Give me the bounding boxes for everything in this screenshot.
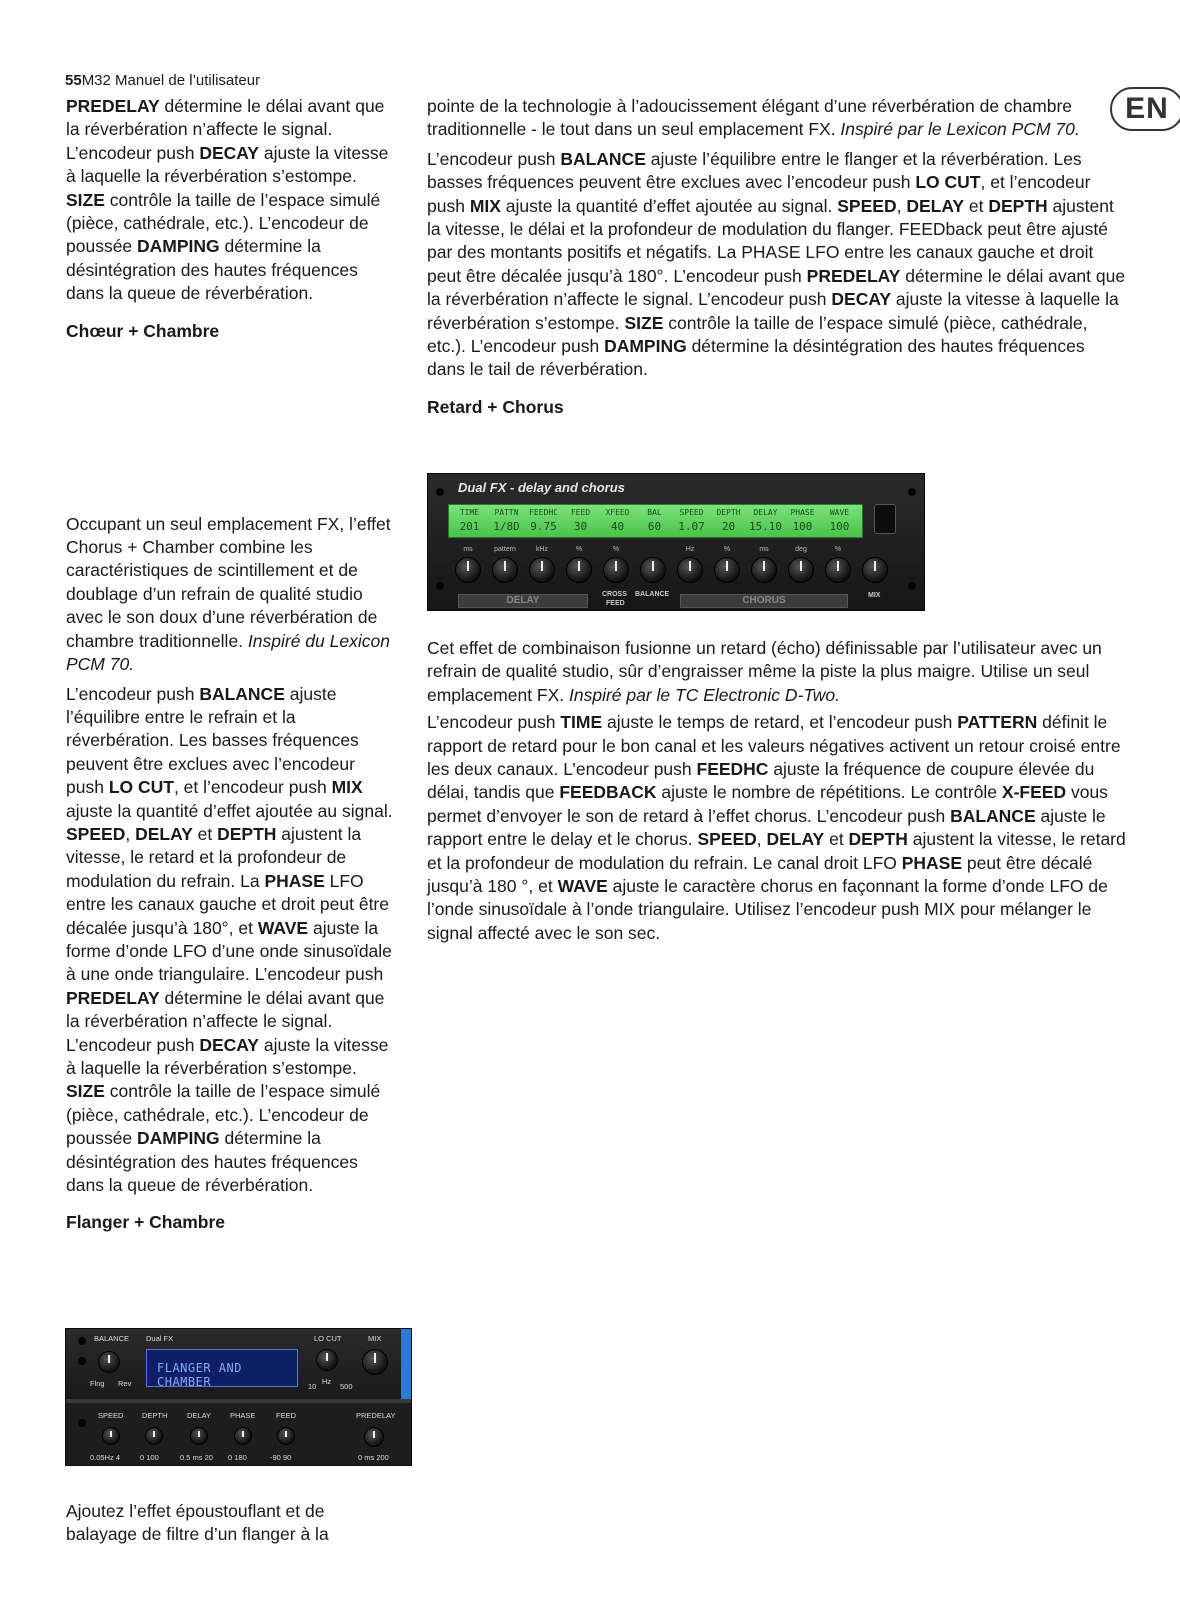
display-cell bbox=[784, 507, 821, 535]
effect-display bbox=[146, 1349, 298, 1387]
cell-name: BAL bbox=[647, 508, 662, 517]
term: WAVE bbox=[557, 876, 608, 897]
balance-knob[interactable] bbox=[640, 557, 666, 583]
cell-value: 15.10 bbox=[748, 520, 783, 533]
text: L’encodeur push bbox=[427, 712, 561, 733]
unit-label: kHz bbox=[535, 546, 549, 553]
feed-knob[interactable] bbox=[277, 1427, 295, 1445]
unit-label: deg bbox=[795, 546, 807, 553]
paragraph-flanger-continued bbox=[427, 95, 1127, 142]
paragraph-chorus-intro bbox=[66, 513, 396, 677]
delay-section-bar: DELAY bbox=[458, 594, 588, 608]
text: , bbox=[896, 195, 907, 216]
cell-value: 1.07 bbox=[678, 520, 705, 533]
term: LO CUT bbox=[915, 172, 981, 193]
term: DAMPING bbox=[137, 236, 220, 257]
feed-range: -90 90 bbox=[270, 1453, 292, 1462]
cell-value: 100 bbox=[829, 520, 850, 533]
term: PHASE bbox=[901, 852, 963, 873]
text: ajuste la fréquence de coupure élevée du délai, tandis que bbox=[427, 759, 1095, 803]
inspired-by: Inspiré par le TC Electronic D-Two. bbox=[569, 684, 841, 705]
paragraph-chorus-controls bbox=[66, 683, 396, 1198]
mix-label: MIX bbox=[868, 592, 881, 599]
term: SIZE bbox=[624, 312, 664, 333]
text: ajuste l’équilibre entre le refrain et la réverbération. Les basses fréquences peuvent être exclues avec l’encodeur push bbox=[66, 683, 359, 798]
effect-name: FLANGER AND CHAMBER bbox=[157, 1361, 242, 1389]
paragraph-delay-chorus-intro bbox=[427, 637, 1127, 707]
reverb-label: Rev bbox=[118, 1379, 132, 1388]
unit-label: % bbox=[575, 546, 583, 553]
display-button[interactable] bbox=[874, 504, 896, 534]
heading-chorus-chamber: Chœur + Chambre bbox=[66, 320, 220, 341]
delay-chorus-text bbox=[427, 637, 1127, 945]
term: DECAY bbox=[199, 142, 259, 163]
cell-value: 201 bbox=[459, 520, 480, 533]
text: définit le rapport de retard pour le bon canal et les valeurs négatives activent un retour croisé entre les deux canaux. L’encodeur push bbox=[427, 712, 1121, 780]
cross-label: CROSS bbox=[602, 591, 627, 598]
text: détermine la désintégration des hautes fréquences dans le tail de réverbération. bbox=[427, 336, 1085, 380]
term: MIX bbox=[469, 195, 501, 216]
text: , et l’encodeur push bbox=[173, 777, 332, 798]
screw-icon bbox=[908, 488, 916, 496]
cell-value: 40 bbox=[610, 520, 625, 533]
xfeed-knob[interactable] bbox=[603, 557, 629, 583]
depth-knob[interactable] bbox=[714, 557, 740, 583]
term: LO CUT bbox=[108, 777, 174, 798]
term: SPEED bbox=[697, 829, 757, 850]
screw-icon bbox=[78, 1419, 86, 1427]
screw-icon bbox=[436, 488, 444, 496]
feed-label: FEED bbox=[606, 600, 625, 607]
inspired-by: Inspiré par le Lexicon PCM 70. bbox=[840, 119, 1080, 140]
mix-knob[interactable] bbox=[862, 557, 888, 583]
text: détermine la désintégration des hautes fréquences dans la queue de réverbération. bbox=[66, 1128, 358, 1196]
feed-knob[interactable] bbox=[566, 557, 592, 583]
text: peut être décalé jusqu’à 180 °, et bbox=[427, 852, 1093, 897]
text: Cet effet de combinaison fusionne un retard (écho) définissable par l’utilisateur avec un refrain de qualité studio, sûr d’engraisser même la piste la plus maigre. Utilise un seul emplacement FX. bbox=[427, 638, 1102, 705]
term: DELAY bbox=[906, 195, 965, 216]
heading-flanger-chamber: Flanger + Chambre bbox=[66, 1212, 226, 1233]
text: ajuste le temps de retard, et l’encodeur push bbox=[602, 712, 958, 733]
screw-icon bbox=[908, 582, 916, 590]
text: , bbox=[756, 829, 767, 850]
cell-name: PATTN bbox=[494, 508, 519, 517]
display-cell bbox=[525, 507, 562, 535]
term: DELAY bbox=[766, 829, 825, 850]
term: DELAY bbox=[135, 823, 193, 844]
language-badge: EN bbox=[1110, 87, 1180, 131]
term: PREDELAY bbox=[66, 987, 160, 1008]
depth-label: DEPTH bbox=[142, 1411, 168, 1420]
term: TIME bbox=[560, 712, 603, 733]
cell-name: DELAY bbox=[753, 508, 778, 517]
term: SIZE bbox=[66, 1081, 105, 1102]
cell-value: 30 bbox=[573, 520, 588, 533]
unit-label: % bbox=[612, 546, 620, 553]
display-cell bbox=[451, 507, 488, 535]
paragraph-flanger-controls bbox=[427, 148, 1127, 382]
lo-cut-knob[interactable] bbox=[316, 1349, 338, 1371]
term: MIX bbox=[331, 777, 363, 798]
unit-label: % bbox=[834, 546, 842, 553]
flanger-label: Flng bbox=[90, 1379, 105, 1388]
text: , bbox=[125, 823, 136, 844]
text: ajuste le nombre de répétitions. Le contrôle bbox=[656, 782, 1002, 803]
term: BALANCE bbox=[950, 805, 1036, 826]
delay-knob[interactable] bbox=[190, 1427, 208, 1445]
predelay-range: 0 ms 200 bbox=[358, 1453, 389, 1462]
display-cell bbox=[747, 507, 784, 535]
cell-value: 20 bbox=[721, 520, 736, 533]
cell-name: XFEED bbox=[605, 508, 630, 517]
heading-delay-chorus: Retard + Chorus bbox=[427, 396, 564, 417]
cell-value: 9.75 bbox=[530, 520, 557, 533]
unit-label: ms bbox=[759, 546, 769, 553]
term: FEEDBACK bbox=[559, 782, 657, 803]
text: ajustent la vitesse, le retard et la profondeur de modulation du refrain. Le canal droit LFO bbox=[427, 829, 1126, 873]
text: ajustent la vitesse, le retard et la profondeur de modulation du refrain. La bbox=[66, 823, 362, 891]
term: WAVE bbox=[257, 917, 309, 938]
paragraph-delay-chorus-controls bbox=[427, 711, 1127, 945]
feedhc-knob[interactable] bbox=[529, 557, 555, 583]
lo-cut-min: 10 bbox=[308, 1382, 317, 1391]
pattern-knob[interactable] bbox=[492, 557, 518, 583]
text: ajuste la vitesse à laquelle la réverbération s’estompe. bbox=[427, 289, 1119, 333]
term: SPEED bbox=[837, 195, 897, 216]
display-cell bbox=[821, 507, 858, 535]
term: FEEDHC bbox=[696, 759, 769, 780]
term: PREDELAY bbox=[66, 96, 160, 116]
text: pointe de la technologie à l’adoucissement élégant d’une réverbération de chambre traditionnelle - le tout dans un seul emplacement FX. bbox=[427, 96, 1073, 140]
cell-name: PHASE bbox=[790, 508, 815, 517]
term: DEPTH bbox=[217, 823, 277, 844]
text: L’encodeur push bbox=[66, 683, 200, 704]
text: détermine le délai avant que la réverbération n’affecte le signal. L’encodeur push bbox=[66, 96, 385, 163]
term: DEPTH bbox=[848, 829, 908, 850]
speed-knob[interactable] bbox=[102, 1427, 120, 1445]
term: SPEED bbox=[66, 823, 126, 844]
manual-title: M32 Manuel de l’utilisateur bbox=[81, 72, 261, 89]
text: contrôle la taille de l’espace simulé (pièce, cathédrale, etc.). L’encodeur de poussée bbox=[66, 1081, 381, 1149]
depth-knob[interactable] bbox=[145, 1427, 163, 1445]
term: BALANCE bbox=[560, 148, 646, 169]
text: vous permet d’envoyer le son de retard à l’effet chorus. L’encodeur push bbox=[427, 782, 1108, 826]
time-knob[interactable] bbox=[455, 557, 481, 583]
phase-label: PHASE bbox=[230, 1411, 256, 1420]
unit-label: pattern bbox=[494, 546, 516, 553]
unit-label: ms bbox=[463, 546, 473, 553]
lo-cut-unit: Hz bbox=[322, 1377, 332, 1386]
mix-label: MIX bbox=[368, 1334, 382, 1343]
dual-fx-label: Dual FX bbox=[146, 1334, 174, 1343]
text: ajuste l’équilibre entre le flanger et la réverbération. Les basses fréquences peuvent être exclues avec l’encodeur push bbox=[427, 148, 1082, 193]
term: DECAY bbox=[831, 289, 892, 310]
flanger-chamber-panel bbox=[65, 1328, 412, 1466]
text: L’encodeur push bbox=[427, 148, 561, 169]
balance-label: BALANCE bbox=[635, 591, 670, 598]
balance-label: BALANCE bbox=[94, 1334, 130, 1343]
display-cell bbox=[562, 507, 599, 535]
term: PATTERN bbox=[957, 712, 1038, 733]
text: ajuste la forme d’onde LFO d’une onde sinusoïdale à une onde triangulaire. L’encodeur push bbox=[66, 917, 392, 985]
inspired-by: Inspiré du Lexicon PCM 70. bbox=[66, 630, 390, 675]
cell-value: 60 bbox=[647, 520, 662, 533]
text: ajuste la vitesse à laquelle la réverbération s’estompe. bbox=[66, 142, 389, 187]
text: ajuste la quantité d’effet ajoutée au signal. bbox=[66, 800, 393, 821]
phase-range: 0 180 bbox=[228, 1453, 247, 1462]
panel-accent-stripe bbox=[401, 1329, 411, 1399]
delay-chorus-panel bbox=[427, 473, 925, 611]
text: ajuste le caractère chorus en façonnant la forme d’onde LFO de l’onde sinusoïdale à l’onde triangulaire. Utilisez l’encodeur push MIX pour mélanger le signal affecté avec le son sec. bbox=[427, 876, 1108, 943]
text: ajuste la vitesse à laquelle la réverbération s’estompe. bbox=[66, 1034, 389, 1078]
unit-label: % bbox=[723, 546, 731, 553]
term: DAMPING bbox=[604, 336, 687, 357]
delay-range: 0.5 ms 20 bbox=[180, 1453, 213, 1462]
display-cell bbox=[710, 507, 747, 535]
lo-cut-label: LO CUT bbox=[314, 1334, 342, 1343]
text: détermine le délai avant que la réverbération n’affecte le signal. L’encodeur push bbox=[427, 265, 1126, 310]
text: contrôle la taille de l’espace simulé (pièce, cathédrale, etc.). L’encodeur de poussée bbox=[66, 189, 381, 257]
text: contrôle la taille de l’espace simulé (pièce, cathédrale, etc.). L’encodeur push bbox=[427, 312, 1088, 357]
paragraph-flanger-intro: Ajoutez l’effet époustouflant et de balayage de filtre d’un flanger à la bbox=[66, 1501, 329, 1545]
term: BALANCE bbox=[199, 683, 285, 704]
cell-value: 100 bbox=[792, 520, 813, 533]
screw-icon bbox=[78, 1337, 86, 1345]
term: DEPTH bbox=[988, 195, 1048, 216]
parameter-display bbox=[448, 504, 863, 538]
speed-label: SPEED bbox=[98, 1411, 124, 1420]
term: SIZE bbox=[66, 189, 105, 210]
term: PHASE bbox=[264, 870, 325, 891]
term: DAMPING bbox=[137, 1128, 220, 1149]
page-header bbox=[65, 72, 260, 89]
delay-knob[interactable] bbox=[751, 557, 777, 583]
text: et bbox=[192, 823, 218, 844]
text: ajuste la quantité d’effet ajoutée au signal. bbox=[500, 195, 838, 216]
display-cell bbox=[636, 507, 673, 535]
term: DECAY bbox=[199, 1034, 259, 1055]
text: , et l’encodeur push bbox=[427, 172, 1091, 216]
right-column bbox=[427, 95, 1127, 419]
display-cell bbox=[599, 507, 636, 535]
text: détermine le délai avant que la réverbération n’affecte le signal. L’encodeur push bbox=[66, 987, 385, 1055]
panel-title: Dual FX - delay and chorus bbox=[458, 480, 625, 495]
speed-knob[interactable] bbox=[677, 557, 703, 583]
delay-label: DELAY bbox=[187, 1411, 212, 1420]
lo-cut-max: 500 bbox=[340, 1382, 353, 1391]
paragraph-predelay-intro bbox=[66, 95, 396, 306]
cell-name: FEEDHC bbox=[529, 508, 558, 517]
display-cell bbox=[673, 507, 710, 535]
cell-name: TIME bbox=[459, 508, 480, 517]
mix-knob[interactable] bbox=[362, 1349, 388, 1375]
text: ajuste le rapport entre le delay et le chorus. bbox=[427, 805, 1106, 850]
predelay-label: PREDELAY bbox=[356, 1411, 396, 1420]
cell-name: SPEED bbox=[679, 508, 704, 517]
text: LFO entre les canaux gauche et droit peut être décalée jusqu’à 180°, et bbox=[66, 870, 389, 938]
chorus-section-bar: CHORUS bbox=[680, 594, 848, 608]
depth-range: 0 100 bbox=[140, 1453, 159, 1462]
text: Occupant un seul emplacement FX, l’effet Chorus + Chamber combine les caractéristiques de scintillement et de doublage d’un refrain de qualité studio avec le son doux d’une réverbération de chambre traditionnelle. bbox=[66, 513, 391, 651]
phase-knob[interactable] bbox=[234, 1427, 252, 1445]
balance-knob[interactable] bbox=[98, 1351, 120, 1373]
panel-divider bbox=[66, 1399, 412, 1403]
feed-label: FEED bbox=[276, 1411, 297, 1420]
wave-knob[interactable] bbox=[825, 557, 851, 583]
cell-name: WAVE bbox=[829, 508, 850, 517]
screw-icon bbox=[436, 582, 444, 590]
speed-range: 0.05Hz 4 bbox=[90, 1453, 121, 1462]
page-number: 55 bbox=[65, 72, 82, 89]
term: X-FEED bbox=[1001, 782, 1067, 803]
cell-value: 1/8D bbox=[493, 520, 520, 533]
predelay-knob[interactable] bbox=[364, 1427, 384, 1447]
text: et bbox=[824, 829, 849, 850]
display-cell bbox=[488, 507, 525, 535]
screw-icon bbox=[78, 1357, 86, 1365]
text: ajustent la vitesse, le délai et la profondeur de modulation du flanger. FEEDback peut être ajusté par des montants positifs et négatifs. La PHASE LFO entre les canaux gauche et droit peut être décalée jusqu’à 180°. L’encodeur push bbox=[427, 195, 1114, 286]
term: PREDELAY bbox=[806, 265, 901, 286]
unit-label: Hz bbox=[685, 546, 695, 553]
cell-name: FEED bbox=[570, 508, 591, 517]
left-column bbox=[66, 95, 396, 1234]
text: et bbox=[964, 195, 989, 216]
cell-name: DEPTH bbox=[716, 508, 741, 517]
phase-knob[interactable] bbox=[788, 557, 814, 583]
text: détermine la désintégration des hautes fréquences dans la queue de réverbération. bbox=[66, 236, 358, 304]
